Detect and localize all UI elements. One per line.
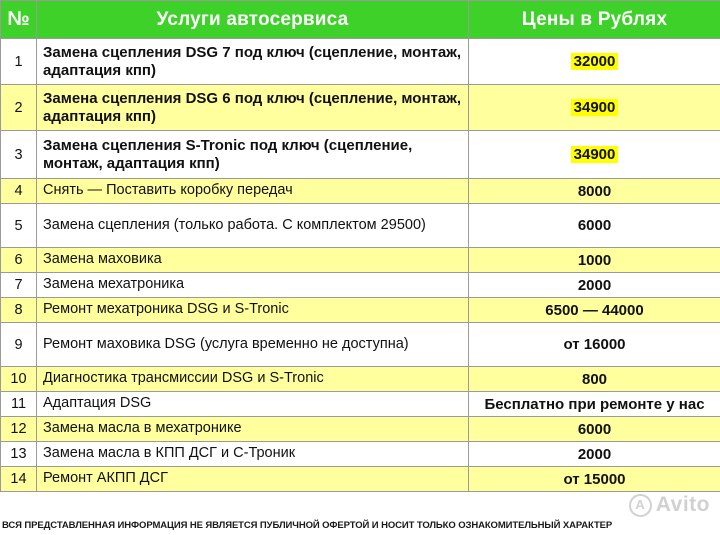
service-price xyxy=(469,85,720,131)
service-name: Снять — Поставить коробку передач xyxy=(37,179,469,204)
price-highlight: 32000 xyxy=(571,53,619,70)
service-name: Ремонт маховика DSG (услуга временно не доступна) xyxy=(37,323,469,367)
table-header xyxy=(1,1,720,39)
row-number: 9 xyxy=(1,323,37,367)
row-number: 13 xyxy=(1,442,37,467)
row-number: 14 xyxy=(1,467,37,492)
service-name: Замена мехатроника xyxy=(37,273,469,298)
row-number: 6 xyxy=(1,248,37,273)
row-number: 11 xyxy=(1,392,37,417)
row-number: 12 xyxy=(1,417,37,442)
service-price: 800 xyxy=(469,367,720,392)
row-number: 3 xyxy=(1,131,37,179)
service-name: Ремонт мехатроника DSG и S-Tronic xyxy=(37,298,469,323)
service-price: от 16000 xyxy=(469,323,720,367)
service-name: Замена сцепления (только работа. С комплектом 29500) xyxy=(37,204,469,248)
table-body xyxy=(1,39,720,492)
service-price: 6000 xyxy=(469,204,720,248)
service-price: 6000 xyxy=(469,417,720,442)
service-price: Бесплатно при ремонте у нас xyxy=(469,392,720,417)
row-number: 8 xyxy=(1,298,37,323)
table-row xyxy=(1,442,720,467)
service-name: Замена сцепления DSG 6 под ключ (сцепление, монтаж, адаптация кпп) xyxy=(37,85,469,131)
service-price: 2000 xyxy=(469,273,720,298)
column-header-price: Цены в Рублях xyxy=(469,1,720,39)
table-row xyxy=(1,273,720,298)
service-price: от 15000 xyxy=(469,467,720,492)
row-number: 5 xyxy=(1,204,37,248)
row-number: 1 xyxy=(1,39,37,85)
column-header-number: № xyxy=(1,1,37,39)
service-name: Замена сцепления DSG 7 под ключ (сцепление, монтаж, адаптация кпп) xyxy=(37,39,469,85)
table-row xyxy=(1,367,720,392)
avito-logo-icon: A xyxy=(629,494,652,517)
row-number: 4 xyxy=(1,179,37,204)
table-header-row xyxy=(1,1,720,39)
service-name: Диагностика трансмиссии DSG и S-Tronic xyxy=(37,367,469,392)
table-row xyxy=(1,467,720,492)
table-row xyxy=(1,298,720,323)
table-row xyxy=(1,179,720,204)
service-name: Замена маховика xyxy=(37,248,469,273)
service-price: 6500 — 44000 xyxy=(469,298,720,323)
service-name: Замена сцепления S-Tronic под ключ (сцепление, монтаж, адаптация кпп) xyxy=(37,131,469,179)
table-row xyxy=(1,131,720,179)
column-header-service: Услуги автосервиса xyxy=(37,1,469,39)
table-row xyxy=(1,417,720,442)
table-row xyxy=(1,323,720,367)
table-row xyxy=(1,248,720,273)
row-number: 2 xyxy=(1,85,37,131)
service-price: 2000 xyxy=(469,442,720,467)
disclaimer-text: ВСЯ ПРЕДСТАВЛЕННАЯ ИНФОРМАЦИЯ НЕ ЯВЛЯЕТСЯ ПУБЛИЧНОЙ ОФЕРТОЙ И НОСИТ ТОЛЬКО ОЗНАКОМИТЕЛЬНЫЙ ХАРАКТЕР xyxy=(2,520,613,531)
table-row xyxy=(1,39,720,85)
service-price xyxy=(469,39,720,85)
avito-watermark xyxy=(629,493,710,517)
price-highlight: 34900 xyxy=(571,99,619,116)
watermark-label: Avito xyxy=(655,493,710,516)
service-price: 8000 xyxy=(469,179,720,204)
service-name: Адаптация DSG xyxy=(37,392,469,417)
service-name: Ремонт АКПП ДСГ xyxy=(37,467,469,492)
row-number: 7 xyxy=(1,273,37,298)
price-highlight: 34900 xyxy=(571,146,619,163)
table-row xyxy=(1,204,720,248)
service-name: Замена масла в мехатронике xyxy=(37,417,469,442)
service-price: 1000 xyxy=(469,248,720,273)
row-number: 10 xyxy=(1,367,37,392)
service-price xyxy=(469,131,720,179)
service-name: Замена масла в КПП ДСГ и С-Троник xyxy=(37,442,469,467)
table-row xyxy=(1,392,720,417)
table-row xyxy=(1,85,720,131)
